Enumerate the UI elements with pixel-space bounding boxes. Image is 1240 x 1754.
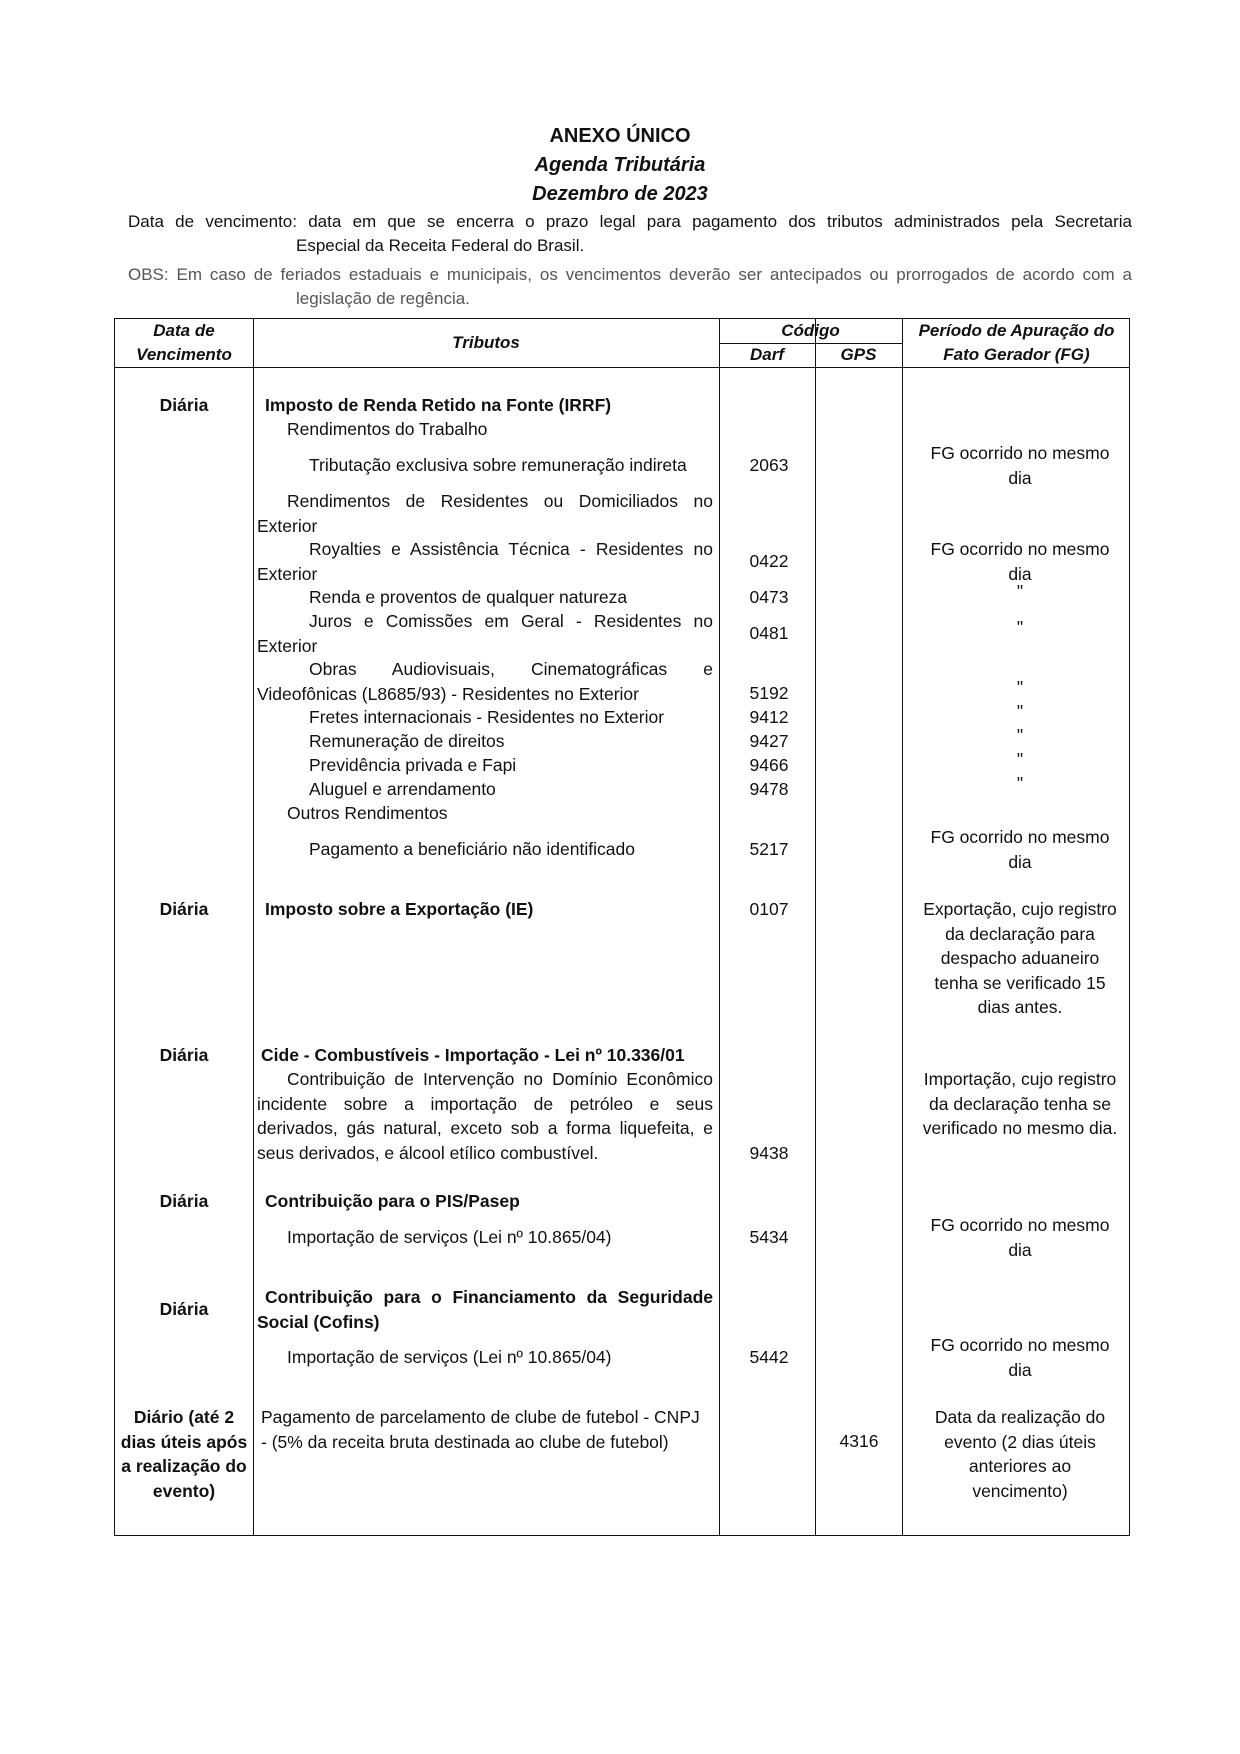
due-date-definition [128,210,1132,258]
cofins-title: Contribuição para o Financiamento da Seguridade Social (Cofins) [257,1287,713,1332]
intro-line-2: Especial da Receita Federal do Brasil. [296,236,585,255]
cofins-importacao-servicos: Importação de serviços (Lei nº 10.865/04) [287,1347,612,1367]
ditto-mark: " [1016,701,1024,721]
ie-title: Imposto sobre a Exportação (IE) [265,899,534,919]
obs-line-1: OBS: Em caso de feriados estaduais e municipais, os vencimentos deverão ser antecipados ou prorrogados de acordo com a [128,265,1132,284]
clube-due-date: Diário (até 2 dias úteis após a realização do evento) [120,1407,248,1501]
ditto-mark: " [1016,749,1024,769]
pis-title: Contribuição para o PIS/Pasep [265,1191,520,1211]
header-darf: Darf [749,345,784,364]
fg-period: Data da realização do evento (2 dias úteis anteriores ao vencimento) [934,1407,1106,1501]
previdencia-privada: Previdência privada e Fapi [309,755,517,775]
darf-code: 0422 [749,551,789,571]
fg-period: FG ocorrido no mesmo dia [930,539,1110,584]
ditto-mark: " [1016,581,1024,601]
darf-code: 5192 [749,683,789,703]
cofins-due-date: Diária [159,1299,209,1319]
obs-line-2: legislação de regência. [296,289,470,308]
darf-code: 5442 [749,1347,789,1367]
clube-futebol-description: Pagamento de parcelamento de clube de futebol - CNPJ - (5% da receita bruta destinada ao clube de futebol) [261,1407,700,1452]
header-codigo: Código [781,321,840,340]
agenda-subtitle: Agenda Tributária [534,154,706,176]
darf-code: 0107 [749,899,789,919]
header-due-date: Data de Vencimento [136,321,232,364]
outros-rendimentos: Outros Rendimentos [287,803,448,823]
col-divider [902,319,903,1535]
cide-title: Cide - Combustíveis - Importação - Lei nº 10.336/01 [261,1045,685,1065]
header-tributos: Tributos [452,333,520,352]
fg-period: FG ocorrido no mesmo dia [930,1335,1110,1380]
darf-code: 2063 [749,455,789,475]
rendimentos-trabalho: Rendimentos do Trabalho [287,419,488,439]
fg-period: FG ocorrido no mesmo dia [930,1215,1110,1260]
ditto-mark: " [1016,725,1024,745]
header-bottom-line [115,367,1129,368]
header-periodo: Período de Apuração do Fato Gerador (FG) [918,321,1115,364]
ditto-mark: " [1016,773,1024,793]
annex-title: ANEXO ÚNICO [549,125,691,147]
ditto-mark: " [1016,677,1024,697]
royalties-item: Royalties e Assistência Técnica - Residentes no Exterior [257,539,713,584]
header-gps: GPS [840,345,877,364]
tax-agenda-table [114,318,1130,1536]
tributacao-exclusiva: Tributação exclusiva sobre remuneração indireta [309,455,687,475]
fretes-internacionais: Fretes internacionais - Residentes no Exterior [309,707,665,727]
darf-code: 0481 [749,623,789,643]
gps-code: 4316 [839,1431,879,1451]
pagamento-nao-identificado: Pagamento a beneficiário não identificado [309,839,635,859]
darf-code: 5434 [749,1227,789,1247]
intro-line-1: Data de vencimento: data em que se encerra o prazo legal para pagamento dos tributos administrados pela Secretaria [128,212,1132,231]
darf-code: 9478 [749,779,789,799]
irrf-due-date: Diária [159,395,209,415]
remuneracao-direitos: Remuneração de direitos [309,731,505,751]
obras-audiovisuais: Obras Audiovisuais, Cinematográficas e Videofônicas (L8685/93) - Residentes no Exterior [257,659,713,704]
pis-due-date: Diária [159,1191,209,1211]
fg-period: FG ocorrido no mesmo dia [930,827,1110,872]
darf-code: 9438 [749,1143,789,1163]
renda-proventos: Renda e proventos de qualquer natureza [309,587,628,607]
fg-period: Importação, cujo registro da declaração tenha se verificado no mesmo dia. [922,1069,1118,1138]
irrf-title: Imposto de Renda Retido na Fonte (IRRF) [265,395,612,415]
ie-due-date: Diária [159,899,209,919]
darf-code: 9412 [749,707,789,727]
rendimentos-residentes: Rendimentos de Residentes ou Domiciliados no Exterior [257,491,713,536]
darf-code: 5217 [749,839,789,859]
aluguel-arrendamento: Aluguel e arrendamento [309,779,496,799]
obs-note [128,263,1132,311]
col-divider [253,319,254,1535]
cide-due-date: Diária [159,1045,209,1065]
darf-code: 9427 [749,731,789,751]
ditto-mark: " [1016,617,1024,637]
fg-period: FG ocorrido no mesmo dia [930,443,1110,488]
cide-description: Contribuição de Intervenção no Domínio Econômico incidente sobre a importação de petróleo e seus derivados, gás natural, exceto sob a forma liquefeita, e seus derivados, e álcool etílico combustível. [257,1069,713,1163]
pis-importacao-servicos: Importação de serviços (Lei nº 10.865/04) [287,1227,612,1247]
juros-comissoes: Juros e Comissões em Geral - Residentes no Exterior [257,611,713,656]
darf-code: 9466 [749,755,789,775]
darf-code: 0473 [749,587,789,607]
period-title: Dezembro de 2023 [532,183,708,205]
fg-period: Exportação, cujo registro da declaração para despacho aduaneiro tenha se verificado 15 dias antes. [923,899,1117,1017]
